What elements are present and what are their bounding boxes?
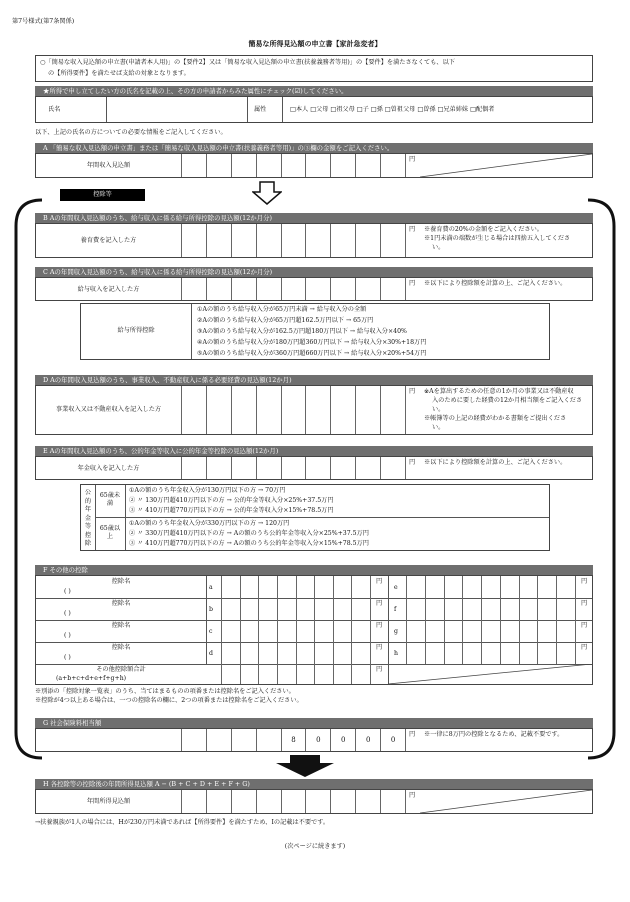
section-f-note-2: ※控除が4つ以上ある場合は、一つの控除名の欄に、2つの項番または控除名をご記入ください。 <box>35 697 303 704</box>
yen-unit: 円 <box>376 578 383 585</box>
under-65-label: 65歳未満 <box>99 492 121 507</box>
continue-note: (次ページに続きます) <box>284 843 346 850</box>
name-label: 氏名 <box>48 106 61 113</box>
lead-text: 以下、上記の氏名の方についての必要な情報をご記入してください。 <box>35 129 227 136</box>
yen-unit: 円 <box>376 666 383 673</box>
section-c-rule-4: ④Aの額のうち給与収入分が180万円超360万円以下 → 給与収入分×30%+18万円 <box>197 339 427 346</box>
diagonal-line <box>420 154 592 177</box>
attr-options[interactable]: □本人 □父母 □祖父母 □子 □孫 □曽祖父母 □曽孫 □兄弟姉妹 □配偶者 <box>290 106 495 113</box>
letter-b: b <box>209 606 213 613</box>
right-amount-cells[interactable] <box>406 576 576 664</box>
other-item-paren-d[interactable]: ( ) <box>64 654 71 661</box>
attr-label: 属性 <box>254 106 267 113</box>
section-b-note-1: ※養育費の20%の金額をご記入ください。 <box>424 226 543 233</box>
digit: 0 <box>380 729 406 751</box>
other-item-label-d: 控除名 <box>111 644 131 651</box>
section-f-note-1: ※別添の「控除対象一覧表」のうち、当てはまるものの項番または控除名をご記入ください。 <box>35 688 295 695</box>
section-h-header: H 各控除等の控除後の年間所得見込額 A − (B + C + D + E + F + G) <box>35 779 593 789</box>
section-c-rule-2: ②Aの額のうち給与収入分が65万円超162.5万円以下 → 65万円 <box>197 317 374 324</box>
yen-unit: 円 <box>581 644 588 651</box>
other-item-label-b: 控除名 <box>111 600 131 607</box>
yen-unit: 円 <box>409 459 416 466</box>
intro-line-1: ○「簡易な収入見込額の申立書(申請者本人用)」の【要件2】又は「簡易な収入見込額の申立書(扶養義務者等用)」の【要件】を満たさなくても、以下 <box>40 59 455 66</box>
section-c-sub-label: 給与所得控除 <box>117 327 155 334</box>
letter-g: g <box>394 628 398 635</box>
person-header: ★所得で申し立てしたい方の氏名を記載の上、その方の申請者からみた属性にチェック(☑)してください。 <box>35 86 593 96</box>
yen-unit: 円 <box>409 280 416 287</box>
letter-f: f <box>394 606 397 613</box>
section-e-rules-box <box>80 484 550 551</box>
diagonal-line <box>420 790 592 813</box>
section-b-note-2: ※1円未満の端数が生じる場合は四捨五入してくださ <box>424 235 571 242</box>
section-c-amount[interactable] <box>181 278 406 300</box>
section-c-note: ※以下により控除額を計算の上、ご記入ください。 <box>424 280 567 287</box>
section-e-label: 年金収入を記入した方 <box>77 465 140 472</box>
yen-unit: 円 <box>409 156 416 163</box>
section-e-over-rule-1: ①Aの額のうち年金収入分が330万円以下の方 → 120万円 <box>129 520 290 527</box>
yen-unit: 円 <box>581 622 588 629</box>
section-d-label: 事業収入又は不動産収入を記入した方 <box>55 406 162 413</box>
other-item-paren-a[interactable]: ( ) <box>64 588 71 595</box>
section-g-header: G 社会保険料相当額 <box>35 718 593 728</box>
section-f-header: F その他の控除 <box>35 565 593 575</box>
intro-box <box>35 55 593 82</box>
section-d-note-2: 入のために要した経費の12か月相当額をご記入くださ <box>432 397 583 404</box>
letter-a: a <box>209 584 213 591</box>
section-b-amount[interactable] <box>181 224 406 257</box>
section-a-header: A 「簡易な収入見込額の申立書」または「簡易な収入見込額の申立書(扶養義務者等用)」の③欄の金額をご記入ください。 <box>35 143 593 153</box>
form-number: 第7号様式(第7条関係) <box>12 18 75 25</box>
section-e-under-rule-2: ② 〃 130万円超410万円以下の方 → 公的年金等収入分×25%+37.5万円 <box>129 497 334 504</box>
section-e-under-rule-3: ③ 〃 410万円超770万円以下の方 → 公的年金等収入分×15%+78.5万円 <box>129 507 334 514</box>
yen-unit: 円 <box>376 600 383 607</box>
section-c-rule-3: ③Aの額のうち給与収入分が162.5万円超180万円以下 → 給与収入分×40% <box>197 328 407 335</box>
section-c-header: C Aの年間収入見込額のうち、給与収入に係る給与所得控除の見込額(12か月分) <box>35 267 593 277</box>
letter-h: h <box>394 650 398 657</box>
left-amount-cells[interactable] <box>221 576 371 684</box>
section-c-rules-box <box>80 303 550 360</box>
letter-c: c <box>209 628 213 635</box>
section-g-note: ※一律に8万円の控除となるため、記載不要です。 <box>424 731 564 738</box>
section-d-note-5: い。 <box>432 424 445 431</box>
yen-unit: 円 <box>409 226 416 233</box>
section-d-note-1: ※Aを算出するための任意の1か月の事業又は不動産収 <box>424 388 574 395</box>
name-field[interactable] <box>106 97 248 122</box>
section-h-amount[interactable] <box>181 790 406 813</box>
yen-unit: 円 <box>409 388 416 395</box>
yen-unit: 円 <box>376 644 383 651</box>
digit: 0 <box>330 729 355 751</box>
section-c-label: 給与収入を記入した方 <box>77 286 140 293</box>
person-box <box>35 96 593 123</box>
other-item-paren-c[interactable]: ( ) <box>64 632 71 639</box>
yen-unit: 円 <box>581 600 588 607</box>
section-b-label: 養育費を記入した方 <box>80 237 137 244</box>
diagonal-line <box>388 664 592 684</box>
section-g-row <box>35 728 593 752</box>
yen-unit: 円 <box>409 792 416 799</box>
section-e-row <box>35 456 593 480</box>
section-a-label: 年間収入見込額 <box>86 162 131 169</box>
yen-unit: 円 <box>409 731 416 738</box>
section-b-header: B Aの年間収入見込額のうち、給与収入に係る給与所得控除の見込額(12か月分) <box>35 213 593 223</box>
section-c-row <box>35 277 593 301</box>
footer-note: →扶養親族が1人の場合には、Hが230万円未満であれば【所得要件】を満たすため、Iの記載は不要です。 <box>35 819 330 826</box>
section-e-amount[interactable] <box>181 457 406 479</box>
intro-line-2: の【所得要件】を満たせば支給の対象となります。 <box>48 70 190 77</box>
other-total-label: その他控除額合計 <box>96 666 146 673</box>
other-total-formula: (a+b+c+d+e+f+g+h) <box>56 675 127 682</box>
section-d-row <box>35 385 593 435</box>
digit: 0 <box>305 729 330 751</box>
section-e-under-rule-1: ①Aの額のうち年金収入分が130万円以下の方 → 70万円 <box>129 487 286 494</box>
letter-d: d <box>209 650 213 657</box>
digit: 0 <box>355 729 380 751</box>
section-f-table <box>35 575 593 685</box>
other-item-label-a: 控除名 <box>111 578 131 585</box>
letter-e: e <box>394 584 398 591</box>
section-c-rule-1: ①Aの額のうち給与収入分が65万円未満 → 給与収入分の全額 <box>197 306 367 313</box>
page-title: 簡易な所得見込額の申立書【家計急変者】 <box>248 39 382 48</box>
section-d-note-4: ※帳簿等の上記の経費がわかる書類をご提出くださ <box>424 415 567 422</box>
over-65-label: 65歳以上 <box>99 525 121 540</box>
section-e-header: E Aの年間収入見込額のうち、公的年金等収入に公的年金等控除の見込額(12か月) <box>35 446 593 456</box>
yen-unit: 円 <box>376 622 383 629</box>
section-d-note-3: い。 <box>432 406 445 413</box>
digit: 8 <box>281 729 306 751</box>
section-c-rule-5: ⑤Aの額のうち給与収入分が360万円超660万円以下 → 給与収入分×20%+54万円 <box>197 350 427 357</box>
section-d-header: D Aの年間収入見込額のうち、事業収入、不動産収入に係る必要経費の見込額(12か月) <box>35 375 593 385</box>
section-b-row <box>35 223 593 258</box>
section-d-amount[interactable] <box>181 386 406 434</box>
section-h-label: 年間所得見込額 <box>86 798 131 805</box>
section-e-side-label: 公的年金等控除 <box>84 489 92 547</box>
section-e-over-rule-3: ③ 〃 410万円超770万円以下の方 → Aの額のうち公的年金等収入分×15%+78.5万円 <box>129 540 369 547</box>
section-g-amount <box>181 729 406 751</box>
down-arrow-icon <box>276 755 334 777</box>
deduction-tag: 控除等 <box>60 189 145 201</box>
section-a-row <box>35 153 593 178</box>
section-a-amount[interactable] <box>181 154 406 177</box>
section-e-over-rule-2: ② 〃 330万円超410万円以下の方 → Aの額のうち公的年金等収入分×25%+37.5万円 <box>129 530 369 537</box>
other-item-label-c: 控除名 <box>111 622 131 629</box>
yen-unit: 円 <box>581 578 588 585</box>
attr-divider <box>282 97 283 122</box>
section-b-note-3: い。 <box>432 244 445 251</box>
other-item-paren-b[interactable]: ( ) <box>64 610 71 617</box>
section-e-note: ※以下により控除額を計算の上、ご記入ください。 <box>424 459 567 466</box>
section-h-row <box>35 789 593 814</box>
